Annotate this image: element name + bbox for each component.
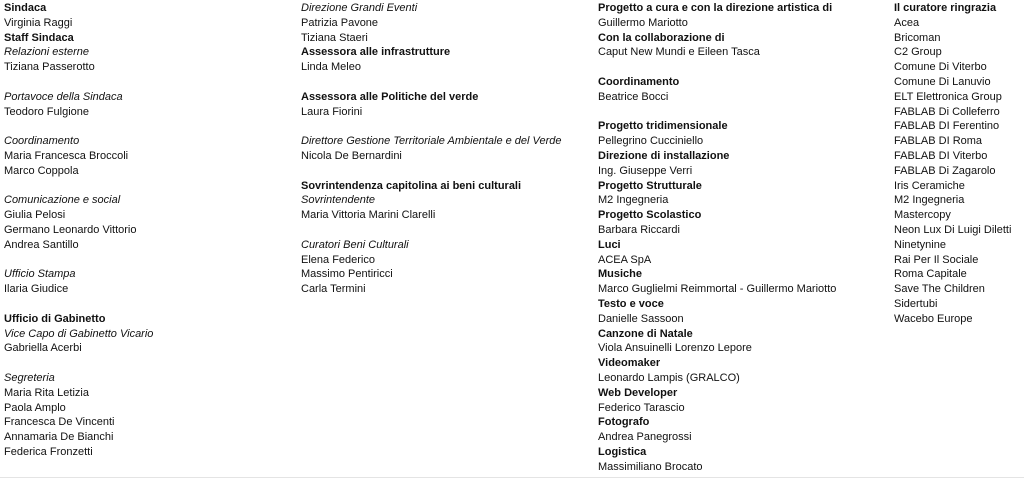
credit-name: Iris Ceramiche (894, 179, 965, 192)
section-heading: Il curatore ringrazia (894, 2, 997, 14)
section-heading: Con la collaborazione di (598, 31, 725, 44)
credit-name: Teodoro Fulgione (4, 105, 90, 118)
credit-name: ELT Elettronica Group (894, 90, 1002, 103)
credit-name: Neon Lux Di Luigi Diletti (894, 223, 1012, 236)
credit-name: Beatrice Bocci (598, 90, 669, 103)
section-heading: Videomaker (598, 357, 661, 370)
credit-name: Comune Di Viterbo (894, 61, 987, 74)
credit-name: Nicola De Bernardini (301, 149, 402, 162)
credit-name: Save The Children (894, 283, 985, 296)
credit-name: Linda Meleo (301, 61, 361, 74)
credit-name: Sidertubi (894, 297, 938, 310)
credit-name: Danielle Sassoon (598, 312, 684, 325)
spacer (301, 75, 591, 90)
role-label: Direttore Gestione Territoriale Ambientale e del Verde (301, 135, 562, 148)
credit-name: FABLAB DI Viterbo (894, 149, 988, 162)
credit-name: Andrea Santillo (4, 238, 79, 251)
section-heading: Progetto a cura e con la direzione artistica di (598, 2, 833, 14)
spacer (301, 164, 591, 179)
credit-name: Tiziana Passerotto (4, 61, 95, 74)
role-label: Comunicazione e social (4, 194, 121, 207)
credit-name: Roma Capitale (894, 268, 967, 281)
section-heading: Sindaca (4, 2, 47, 14)
credit-name: Elena Federico (301, 253, 375, 266)
credit-name: Francesca De Vincenti (4, 416, 115, 429)
role-label: Coordinamento (4, 135, 80, 148)
credit-name: FABLAB Di Colleferro (894, 105, 1000, 118)
section-heading: Assessora alle Politiche del verde (301, 90, 479, 103)
spacer (4, 75, 294, 90)
credit-name: Laura Fiorini (301, 105, 363, 118)
spacer (598, 105, 890, 120)
role-label: Direzione Grandi Eventi (301, 2, 418, 14)
section-heading: Coordinamento (598, 75, 680, 88)
credit-name: Mastercopy (894, 209, 951, 222)
credits-column-4 (894, 1, 1022, 327)
spacer (301, 223, 591, 238)
credit-name: Gabriella Acerbi (4, 342, 82, 355)
section-heading: Assessora alle infrastrutture (301, 46, 451, 59)
credit-name: Federica Fronzetti (4, 445, 93, 458)
credit-name: Massimo Pentiricci (301, 268, 393, 281)
credit-name: FABLAB DI Ferentino (894, 120, 1000, 133)
role-label: Relazioni esterne (4, 46, 89, 59)
credit-name: Ninetynine (894, 238, 946, 251)
section-heading: Ufficio di Gabinetto (4, 312, 106, 325)
credit-name: Federico Tarascio (598, 401, 685, 414)
credit-name: Annamaria De Bianchi (4, 431, 114, 444)
role-label: Vice Capo di Gabinetto Vicario (4, 327, 154, 340)
section-heading: Luci (598, 238, 621, 251)
credits-column-3 (598, 1, 890, 475)
credit-name: Patrizia Pavone (301, 16, 379, 29)
credit-name: Maria Vittoria Marini Clarelli (301, 209, 436, 222)
credit-name: ACEA SpA (598, 253, 652, 266)
credit-name: Carla Termini (301, 283, 366, 296)
credit-name: Virginia Raggi (4, 16, 73, 29)
credit-name: Massimiliano Brocato (598, 460, 703, 473)
spacer (301, 119, 591, 134)
credit-name: M2 Ingegneria (894, 194, 965, 207)
credit-name: Marco Guglielmi Reimmortal - Guillermo Mariotto (598, 283, 837, 296)
role-label: Curatori Beni Culturali (301, 238, 409, 251)
section-heading: Direzione di installazione (598, 149, 730, 162)
role-label: Ufficio Stampa (4, 268, 76, 281)
credit-name: Guillermo Mariotto (598, 16, 688, 29)
credit-name: C2 Group (894, 46, 942, 59)
spacer (4, 356, 294, 371)
role-label: Segreteria (4, 371, 55, 384)
credit-name: Caput New Mundi e Eileen Tasca (598, 46, 760, 59)
spacer (4, 253, 294, 268)
credit-name: Leonardo Lampis (GRALCO) (598, 371, 740, 384)
credit-name: Germano Leonardo Vittorio (4, 223, 137, 236)
section-heading: Progetto Scolastico (598, 209, 702, 222)
credit-name: Maria Rita Letizia (4, 386, 89, 399)
credit-name: Andrea Panegrossi (598, 431, 692, 444)
spacer (598, 60, 890, 75)
section-heading: Sovrintendenza capitolina ai beni culturali (301, 179, 522, 192)
credit-name: Viola Ansuinelli Lorenzo Lepore (598, 342, 752, 355)
role-label: Portavoce della Sindaca (4, 90, 123, 103)
credit-name: Wacebo Europe (894, 312, 973, 325)
credit-name: Bricoman (894, 31, 941, 44)
spacer (4, 179, 294, 194)
section-heading: Testo e voce (598, 297, 664, 310)
section-heading: Canzone di Natale (598, 327, 693, 340)
credit-name: M2 Ingegneria (598, 194, 669, 207)
role-label: Sovrintendente (301, 194, 375, 207)
credit-name: Comune Di Lanuvio (894, 75, 991, 88)
section-heading: Progetto Strutturale (598, 179, 702, 192)
section-heading: Web Developer (598, 386, 678, 399)
bottom-divider (0, 477, 1024, 478)
credit-name: FABLAB Di Zagarolo (894, 164, 996, 177)
credit-name: Ilaria Giudice (4, 283, 69, 296)
credit-name: Paola Amplo (4, 401, 66, 414)
credits-column-1 (4, 1, 294, 460)
credit-name: Giulia Pelosi (4, 209, 66, 222)
credits-column-2 (301, 1, 591, 297)
credit-name: Rai Per Il Sociale (894, 253, 979, 266)
section-heading: Fotografo (598, 416, 650, 429)
spacer (4, 119, 294, 134)
section-heading: Progetto tridimensionale (598, 120, 728, 133)
section-heading: Staff Sindaca (4, 31, 74, 44)
credit-name: Pellegrino Cucciniello (598, 135, 704, 148)
credit-name: Acea (894, 16, 920, 29)
credit-name: Ing. Giuseppe Verri (598, 164, 693, 177)
credit-name: FABLAB DI Roma (894, 135, 983, 148)
credit-name: Marco Coppola (4, 164, 79, 177)
section-heading: Logistica (598, 445, 647, 458)
section-heading: Musiche (598, 268, 643, 281)
spacer (4, 297, 294, 312)
credit-name: Tiziana Staeri (301, 31, 368, 44)
credit-name: Maria Francesca Broccoli (4, 149, 129, 162)
credit-name: Barbara Riccardi (598, 223, 680, 236)
